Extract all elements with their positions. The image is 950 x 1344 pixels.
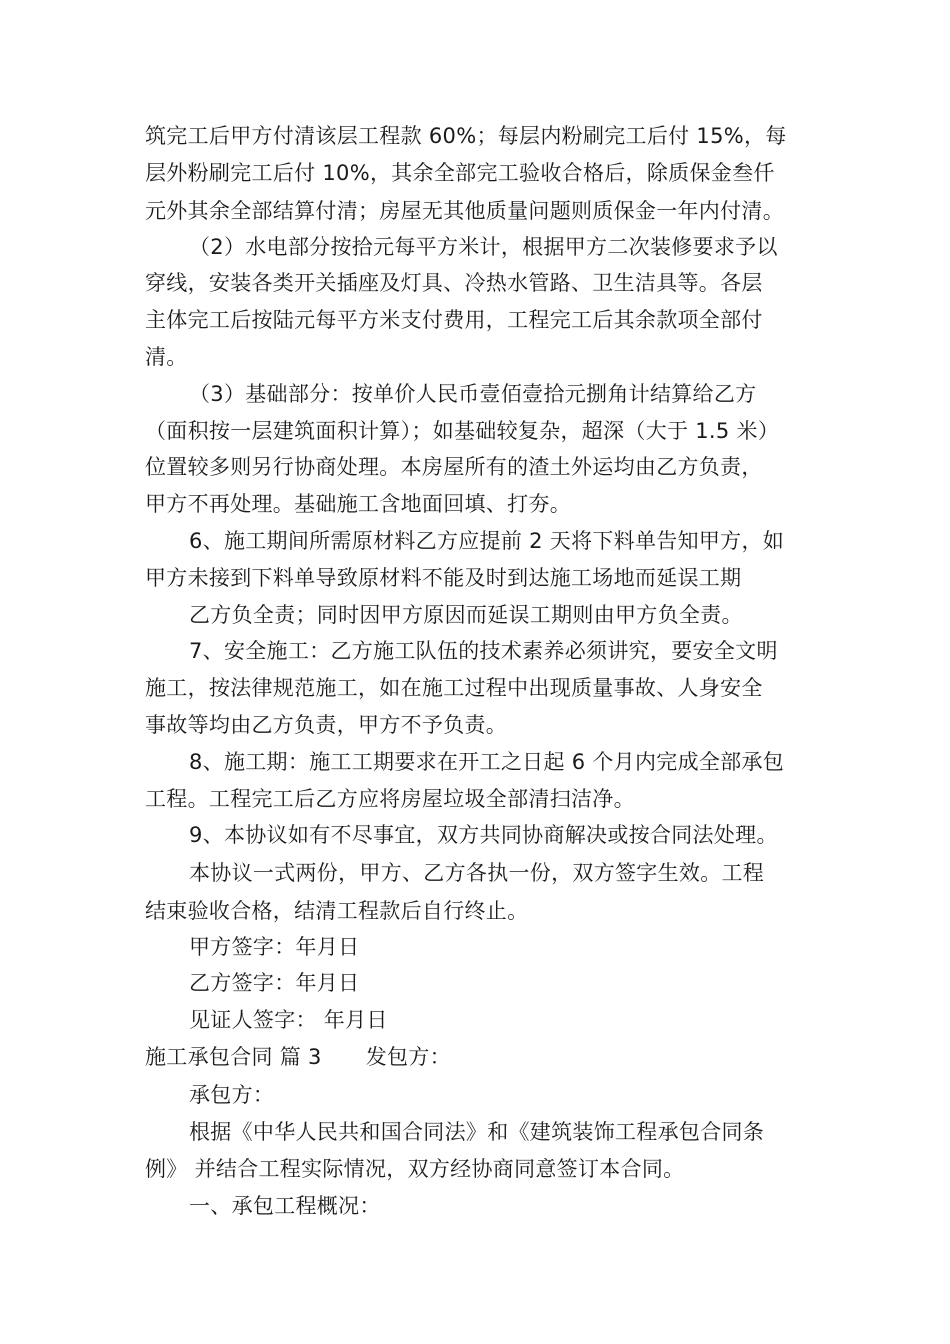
text-line: 工程。工程完工后乙方应将房屋垃圾全部清扫洁净。 xyxy=(145,787,635,811)
text-line: 承包方： xyxy=(189,1083,275,1107)
section-title: 施工承包合同 篇 3 xyxy=(145,1045,322,1069)
signature-line: 见证人签字： 年月日 xyxy=(189,1008,388,1032)
text-line: 8、施工期：施工工期要求在开工之日起 6 个月内完成全部承包 xyxy=(189,750,785,774)
text-line: 主体完工后按陆元每平方米支付费用，工程完工后其余款项全部付 xyxy=(145,308,763,332)
text-line: 筑完工后甲方付清该层工程款 60%；每层内粉刷完工后付 15%，每 xyxy=(145,124,787,148)
text-line: 例》 并结合工程实际情况，双方经协商同意签订本合同。 xyxy=(145,1157,685,1181)
text-line: 7、安全施工：乙方施工队伍的技术素养必须讲究，要安全文明 xyxy=(189,639,778,663)
text-line: 施工，按法律规范施工，如在施工过程中出现质量事故、人身安全 xyxy=(145,676,763,700)
signature-line: 甲方签字：年月日 xyxy=(189,935,360,959)
text-line: 9、本协议如有不尽事宜，双方共同协商解决或按合同法处理。 xyxy=(189,823,778,847)
text-line: 本协议一式两份，甲方、乙方各执一份，双方签字生效。工程 xyxy=(189,861,765,885)
section-heading-line xyxy=(145,1039,810,1075)
text-line: 根据《中华人民共和国合同法》和《建筑装饰工程承包合同条 xyxy=(189,1120,765,1144)
text-line: 甲方未接到下料单导致原材料不能及时到达施工场地而延误工期 xyxy=(145,566,742,590)
contractor-label: 发包方： xyxy=(365,1045,451,1069)
text-line: （面积按一层建筑面积计算）；如基础较复杂，超深（大于 1.5 米） xyxy=(145,419,780,443)
text-line: （3）基础部分：按单价人民币壹佰壹拾元捌角计结算给乙方 xyxy=(189,382,757,406)
text-line: 6、施工期间所需原材料乙方应提前 2 天将下料单告知甲方，如 xyxy=(189,529,785,553)
text-line: 甲方不再处理。基础施工含地面回填、打夯。 xyxy=(145,492,571,516)
signature-line: 乙方签字：年月日 xyxy=(189,971,360,995)
text-line: 清。 xyxy=(145,345,188,369)
text-line: 层外粉刷完工后付 10%，其余全部完工验收合格后，除质保金叁仟 xyxy=(145,161,775,185)
text-line: （2）水电部分按拾元每平方米计，根据甲方二次装修要求予以 xyxy=(189,235,778,259)
text-line: 结束验收合格，结清工程款后自行终止。 xyxy=(145,899,529,923)
text-line: 位置较多则另行协商处理。本房屋所有的渣土外运均由乙方负责， xyxy=(145,455,763,479)
text-line: 一、承包工程概况： xyxy=(189,1194,381,1218)
text-line: 元外其余全部结算付清；房屋无其他质量问题则质保金一年内付清。 xyxy=(145,199,784,223)
text-line: 事故等均由乙方负责，甲方不予负责。 xyxy=(145,713,508,737)
text-line: 乙方负全责；同时因甲方原因而延误工期则由甲方负全责。 xyxy=(189,603,743,627)
text-line: 穿线，安装各类开关插座及灯具、冷热水管路、卫生洁具等。各层 xyxy=(145,271,763,295)
